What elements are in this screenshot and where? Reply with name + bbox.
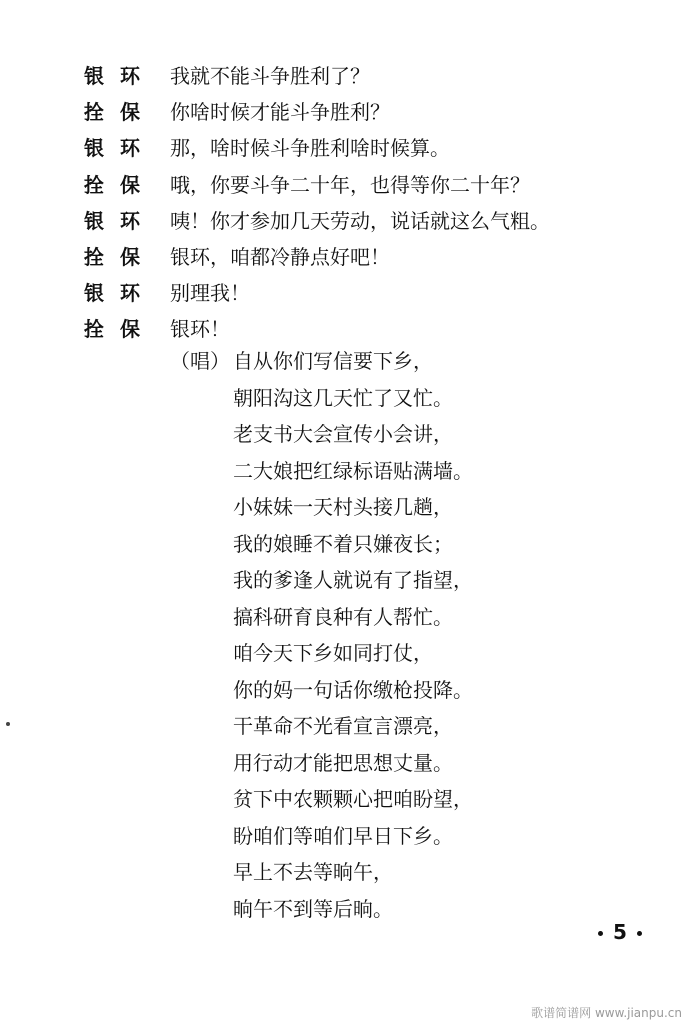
dialogue-line	[84, 94, 644, 130]
speaker-name: 银环	[84, 136, 156, 161]
bullet-dot	[637, 931, 642, 936]
speech-text: 别理我！	[170, 281, 250, 306]
song-line: 用行动才能把思想丈量。	[233, 750, 453, 775]
speaker-name: 银环	[84, 281, 156, 306]
song-line: 搞科研育良种有人帮忙。	[233, 604, 453, 629]
song-line: 我的娘睡不着只嫌夜长；	[233, 531, 453, 556]
speaker-name: 拴保	[84, 172, 156, 197]
page-number-text: 5	[613, 920, 627, 944]
dialogue-line	[84, 203, 644, 239]
song-line: 贫下中农颗颗心把咱盼望，	[233, 787, 473, 811]
song-line: 老支书大会宣传小会讲，	[233, 422, 453, 446]
song-header	[170, 343, 610, 380]
song-line: 干革命不光看宣言漂亮，	[233, 714, 453, 738]
song-line: 小妹妹一天村头接几趟，	[233, 495, 453, 519]
dialogue-line	[84, 239, 644, 275]
song-line: 晌午不到等后晌。	[233, 896, 393, 921]
speech-text: 我就不能斗争胜利了？	[170, 64, 370, 88]
speaker-name: 银环	[84, 208, 156, 233]
speech-text: 银环！	[170, 317, 230, 342]
song-line: 你的妈一句话你缴枪投降。	[233, 677, 473, 702]
scan-speck	[6, 722, 10, 726]
song-line: 早上不去等晌午，	[233, 860, 393, 884]
song-line: 我的爹逢人就说有了指望，	[233, 568, 473, 592]
song-line: 朝阳沟这几天忙了又忙。	[233, 385, 453, 410]
speaker-name: 银环	[84, 64, 156, 88]
speech-text: 咦！你才参加几天劳动，说话就这么气粗。	[170, 208, 550, 233]
speech-text: 哦，你要斗争二十年，也得等你二十年？	[170, 172, 530, 197]
speaker-name: 拴保	[84, 244, 156, 269]
speaker-name: 拴保	[84, 317, 156, 342]
dialogue-line	[84, 167, 644, 203]
song-line: 自从你们写信要下乡，	[233, 349, 433, 373]
speaker-name: 拴保	[84, 100, 156, 125]
speech-text: 银环，咱都冷静点好吧！	[170, 244, 390, 269]
dialogue-line	[84, 275, 644, 311]
bullet-dot	[598, 931, 603, 936]
page-number	[580, 917, 660, 947]
song-lines	[233, 380, 610, 928]
dialogue-block	[84, 58, 644, 348]
speech-text: 那，啥时候斗争胜利啥时候算。	[170, 136, 450, 161]
speech-text: 你啥时候才能斗争胜利？	[170, 100, 390, 125]
song-block	[170, 343, 610, 927]
dialogue-line	[84, 130, 644, 166]
watermark: 歌谱简谱网 www.jianpu.cn	[531, 1006, 682, 1020]
song-tag: （唱）	[170, 349, 230, 373]
dialogue-line	[84, 58, 644, 94]
song-line: 咱今天下乡如同打仗，	[233, 641, 433, 665]
song-line: 二大娘把红绿标语贴满墙。	[233, 458, 473, 483]
song-line: 盼咱们等咱们早日下乡。	[233, 823, 453, 848]
